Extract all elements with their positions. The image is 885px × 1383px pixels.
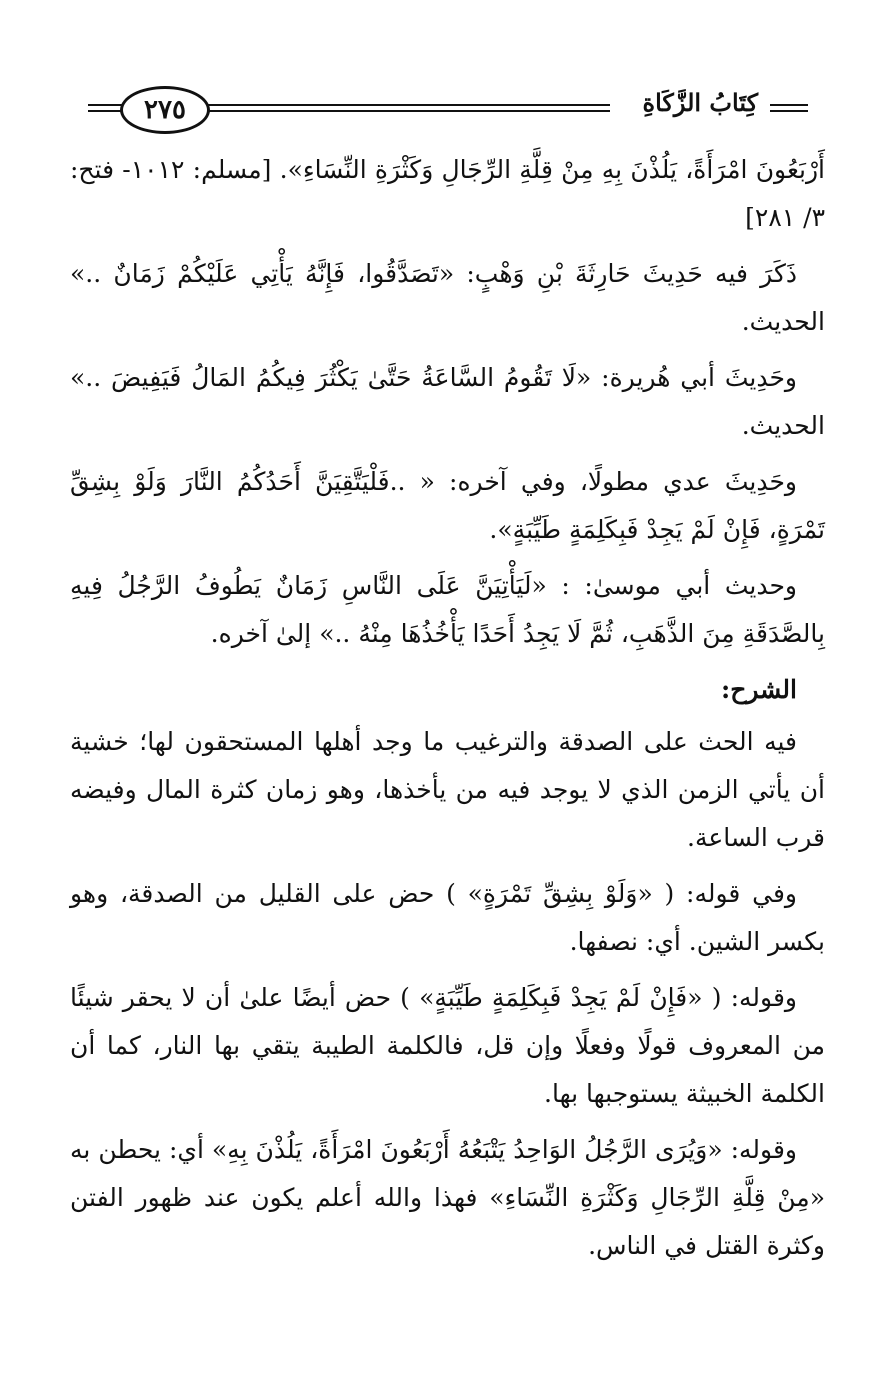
- paragraph-abu-musa-hadith: وحديث أبي موسىٰ: : «لَيَأْتِيَنَّ عَلَى النَّاسِ زَمَانٌ يَطُوفُ الرَّجُلُ فِيهِ بِالصَّدَقَةِ مِنَ الذَّهَبِ، ثُمَّ لَا يَجِدُ أَحَدًا يَأْخُذُهَا مِنْهُ ..» إلىٰ آخره.: [70, 571, 825, 648]
- paragraph-adiy-hadith: وحَدِيثَ عدي مطولًا، وفي آخره: « ..فَلْيَتَّقِيَنَّ أَحَدُكُمُ النَّارَ وَلَوْ بِشِقِّ تَمْرَةٍ، فَإِنْ لَمْ يَجِدْ فَبِكَلِمَةٍ طَيِّبَةٍ».: [70, 467, 825, 544]
- page-header: [88, 84, 808, 138]
- commentary-heading: الشرح:: [720, 675, 797, 704]
- paragraph-commentary-4: وقوله: «وَيُرَى الرَّجُلُ الوَاحِدُ يَتْبَعُهُ أَرْبَعُونَ امْرَأَةً، يَلُذْنَ بِهِ» أي: يحطن به «مِنْ قِلَّةِ الرِّجَالِ وَكَثْرَةِ النِّسَاءِ» فهذا والله أعلم يكون عند ظهور الفتن وكثرة القتل في الناس.: [70, 1135, 825, 1260]
- paragraph-commentary-1: فيه الحث على الصدقة والترغيب ما وجد أهلها المستحقون لها؛ خشية أن يأتي الزمن الذي لا يوجد فيه من يأخذها، وهو زمان كثرة المال وفيضه قرب الساعة.: [70, 727, 825, 852]
- header-rule-middle: [200, 104, 610, 112]
- paragraph-commentary-3: وقوله: ( «فَإِنْ لَمْ يَجِدْ فَبِكَلِمَةٍ طَيِّبَةٍ» ) حض أيضًا علىٰ أن لا يحقر شيئًا من المعروف قولًا وفعلًا وإن قل، فالكلمة الطيبة يتقي بها النار، كما أن الكلمة الخبيثة يستوجبها بها.: [70, 983, 825, 1108]
- page-number: ٢٧٥: [120, 86, 210, 134]
- paragraph-haritha-hadith: ذَكَرَ فيه حَدِيثَ حَارِثَةَ بْنِ وَهْبٍ: «تَصَدَّقُوا، فَإِنَّهُ يَأْتِي عَلَيْكُمْ زَمَانٌ ..» الحديث.: [70, 259, 825, 336]
- book-title: كِتَابُ الزَّكَاةِ: [642, 88, 758, 117]
- paragraph-abu-hurayra-hadith: وحَدِيثَ أبي هُريرة: «لَا تَقُومُ السَّاعَةُ حَتَّىٰ يَكْثُرَ فِيكُمُ المَالُ فَيَفِيضَ ..» الحديث.: [70, 363, 825, 440]
- paragraph-commentary-2: وفي قوله: ( «وَلَوْ بِشِقِّ تَمْرَةٍ» ) حض على القليل من الصدقة، وهو بكسر الشين. أي: نصفها.: [70, 879, 825, 956]
- header-rule-right: [770, 104, 808, 112]
- page-body: [70, 146, 825, 1278]
- paragraph-hadith-continuation: أَرْبَعُونَ امْرَأَةً، يَلُذْنَ بِهِ مِنْ قِلَّةِ الرِّجَالِ وَكَثْرَةِ النِّسَاءِ». [مسلم: ١٠١٢- فتح: ٣/ ٢٨١]: [70, 155, 826, 232]
